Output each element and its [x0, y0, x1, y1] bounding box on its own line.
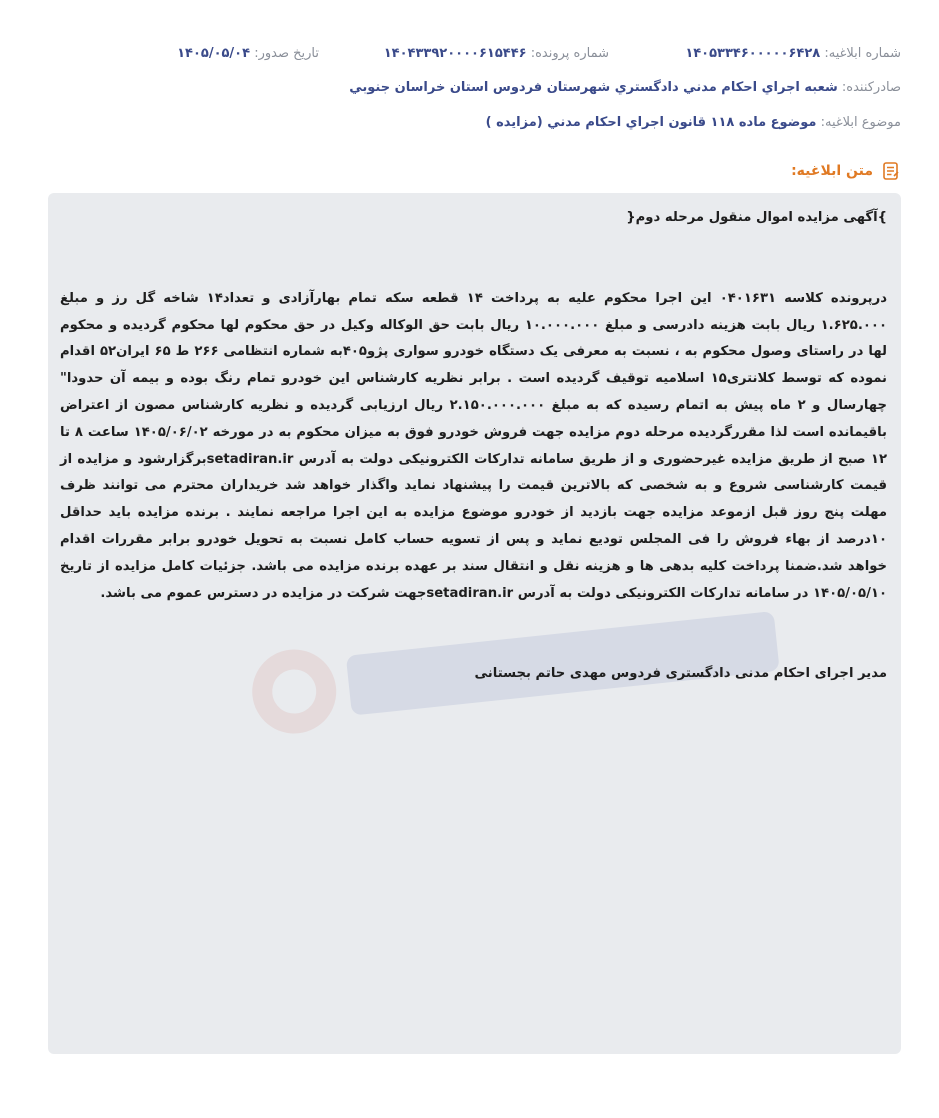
- case-number: [384, 46, 609, 61]
- subject-label: موضوع ابلاغيه:: [820, 115, 901, 130]
- notice-content-box: [48, 193, 901, 1054]
- subject-row: [38, 115, 901, 130]
- issue-date-value: ۱۴۰۵/۰۵/۰۴: [177, 46, 251, 61]
- issue-date: [177, 46, 319, 61]
- section-title-text: متن ابلاغیه:: [791, 163, 873, 179]
- subject-value: موضوع ماده ۱۱۸ قانون اجراي احکام مدني (مزايده ): [485, 115, 817, 130]
- notice-body: درپرونده کلاسه ۰۴۰۱۶۳۱ این اجرا محکوم علیه به پرداخت ۱۴ قطعه سکه تمام بهارآزادی و تعداد۱۴ شاخه گل رز و مبلغ ۱.۶۲۵.۰۰۰ ریال بابت هزینه دادرسی و مبلغ ۱۰.۰۰۰.۰۰۰ ریال بابت حق الوکاله وکیل در حق محکوم لها محکوم گردیده و محکوم لها در راستای وصول محکوم به ، نسبت به معرفی یک دستگاه خودرو سواری پژو۴۰۵به شماره انتظامی ۲۶۶ ط ۶۵ ایران۵۲ اقدام نموده که توسط کلانتری۱۵ اسلامیه توقیف گردیده است . برابر نظریه کارشناس این خودرو تمام رنگ بوده و بیمه آن حدودا" چهارسال و ۲ ماه پیش به اتمام رسیده که به مبلغ ۲.۱۵۰.۰۰۰.۰۰۰ ریال ارزیابی گردیده و نظریه کارشناس مصون از اعتراض باقیمانده است لذا مقررگردیده مرحله دوم مزایده جهت فروش خودرو فوق به میزان محکوم به در مورخه ۱۴۰۵/۰۶/۰۲ ساعت ۸ تا ۱۲ صبح از طریق مزایده غیرحضوری و از طریق سامانه تدارکات الکترونیکی دولت به آدرس setadiran.irبرگزارشود و مزایده از قیمت کارشناسی شروع و به شخصی که بالاترین قیمت را پیشنهاد نماید واگذار خواهد شد خریداران محترم می توانند ظرف مهلت پنج روز قبل ازموعد مزایده جهت بازدید از خودرو موضوع مزایده به این اجرا مراجعه نمایند . برنده مزایده باید حداقل ۱۰درصد از بهاء فروش را فی المجلس توديع نماید و پس از تسویه حساب کامل نسبت به تحویل خودرو برابر مقررات اقدام خواهد شد.ضمنا پرداخت کلیه بدهی ها و هزینه نقل و انتقال سند بر عهده برنده مزایده می باشد. جزئیات کامل مزایده از تاریخ ۱۴۰۵/۰۵/۱۰ در سامانه تدارکات الکترونیکی دولت به آدرس setadiran.irجهت شرکت در مزایده در دسترس عموم می باشد.: [60, 290, 888, 601]
- notice-number: [685, 46, 901, 61]
- issuer-row: [38, 80, 901, 95]
- issuer-label: صادرکننده:: [841, 80, 901, 95]
- issuer-value: شعبه اجراي احکام مدني دادگستري شهرستان فردوس استان خراسان جنوبي: [349, 80, 838, 95]
- notice-number-value: ۱۴۰۵۳۳۴۶۰۰۰۰۰۶۴۲۸: [685, 46, 821, 61]
- notice-signature: مدیر اجرای احکام مدنی دادگستری فردوس مهدی حاتم بجستانی: [474, 666, 887, 682]
- notice-number-label: شماره ابلاغیه:: [824, 46, 901, 61]
- section-title: [791, 161, 901, 181]
- document-text-icon: [881, 161, 901, 181]
- issue-date-label: تاریخ صدور:: [254, 46, 319, 61]
- notice-heading: }آگهی مزایده اموال منقول مرحله دوم{: [626, 210, 887, 225]
- case-number-label: شماره پرونده:: [530, 46, 609, 61]
- case-number-value: ۱۴۰۴۳۳۹۲۰۰۰۰۶۱۵۴۴۶: [383, 46, 527, 61]
- notice-content-text: [60, 205, 887, 688]
